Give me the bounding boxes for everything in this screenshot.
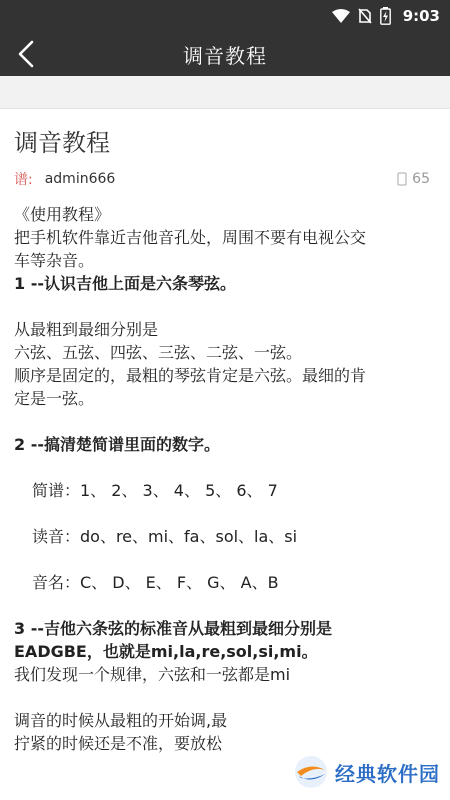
battery-icon (380, 7, 391, 25)
back-arrow-icon (16, 39, 36, 69)
blank-line (14, 410, 436, 433)
watermark-logo-icon (293, 754, 329, 790)
body-line: 车等杂音。 (14, 251, 95, 270)
article-body (14, 203, 436, 755)
blank-line (14, 548, 436, 571)
blank-line (14, 594, 436, 617)
back-button[interactable] (8, 36, 44, 72)
body-line: 调音的时候从最粗的开始调,最 (14, 711, 228, 730)
body-line: 顺序是固定的，最粗的琴弦肯定是六弦。最细的肯 (14, 366, 367, 385)
status-bar (0, 0, 450, 32)
body-line: 读音：do、re、mi、fa、sol、la、si (32, 527, 298, 546)
section-heading: 1 --认识吉他上面是六条琴弦。 (14, 274, 236, 293)
app-bar-title: 调音教程 (183, 43, 267, 68)
view-count-value: 65 (412, 171, 430, 187)
body-line: 把手机软件靠近吉他音孔处，周围不要有电视公交 (14, 228, 367, 247)
body-line: 从最粗到最细分别是 (14, 320, 159, 339)
blank-line (14, 686, 436, 709)
body-line: 简谱：1、 2、 3、 4、 5、 6、 7 (32, 481, 278, 500)
body-line: 音名：C、 D、 E、 F、 G、 A、B (32, 573, 279, 592)
view-count (397, 171, 436, 187)
section-heading: EADGBE，也就是mi,la,re,sol,si,mi。 (14, 642, 318, 661)
header-divider-strip (0, 76, 450, 109)
watermark (293, 754, 440, 790)
body-line: 拧紧的时候还是不准，要放松 (14, 734, 223, 753)
body-line: 六弦、五弦、四弦、三弦、二弦、一弦。 (14, 343, 303, 362)
body-line: 我们发现一个规律，六弦和一弦都是mi (14, 665, 291, 684)
no-sim-icon (358, 8, 372, 24)
app-bar (0, 32, 450, 76)
article (0, 121, 450, 755)
article-meta (14, 165, 436, 193)
wifi-icon (332, 9, 350, 23)
section-heading: 3 --吉他六条弦的标准音从最粗到最细分别是 (14, 619, 332, 638)
blank-line (14, 502, 436, 525)
body-line: 《使用教程》 (14, 205, 111, 224)
status-time: 9:03 (402, 7, 440, 25)
body-line: 定是一弦。 (14, 389, 95, 408)
blank-line (14, 295, 436, 318)
blank-line (14, 456, 436, 479)
view-count-icon (397, 172, 407, 186)
author-label: 谱: (14, 172, 33, 188)
section-heading: 2 --搞清楚简谱里面的数字。 (14, 435, 220, 454)
author-name[interactable]: admin666 (44, 171, 116, 187)
article-title: 调音教程 (14, 129, 110, 157)
watermark-text: 经典软件园 (335, 761, 440, 786)
